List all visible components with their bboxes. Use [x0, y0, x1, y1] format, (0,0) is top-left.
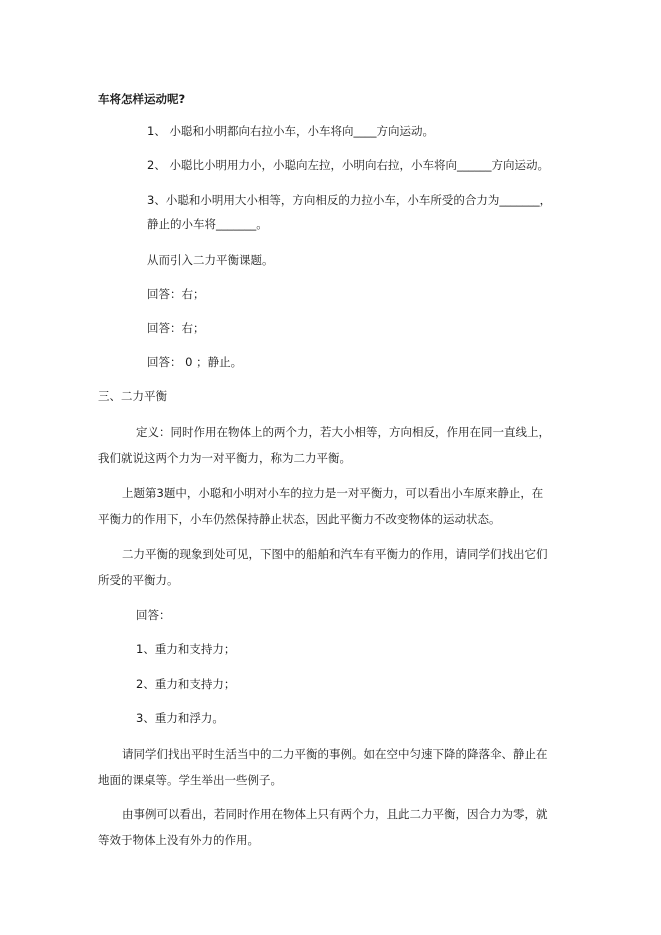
text-line-12: 我们就说这两个力为一对平衡力，称为二力平衡。 [98, 451, 351, 465]
text-line-6: 从而引入二力平衡课题。 [147, 253, 274, 267]
text-line-7: 回答：右； [147, 287, 205, 301]
text-line-4: 3、小聪和小明用大小相等，方向相反的力拉小车，小车所受的合力为_______， [147, 193, 552, 207]
text-line-24: 等效于物体上没有外力的作用。 [98, 833, 259, 847]
section-heading: 三、二力平衡 [98, 389, 167, 403]
text-line-19: 2、重力和支持力； [136, 677, 236, 691]
text-line-20: 3、重力和浮力。 [136, 711, 224, 725]
text-line-23: 由事例可以看出，若同时作用在物体上只有两个力，且此二力平衡，因合力为零，就 [122, 807, 548, 821]
text-line-9: 回答： 0 ；静止。 [147, 355, 243, 369]
text-line-15: 二力平衡的现象到处可见，下图中的船舶和汽车有平衡力的作用，请同学们找出它们 [122, 547, 548, 561]
text-line-11: 定义：同时作用在物体上的两个力，若大小相等，方向相反，作用在同一直线上， [136, 425, 550, 439]
text-line-5: 静止的小车将_______。 [147, 217, 268, 231]
text-line-2: 1、 小聪和小明都向右拉小车，小车将向____方向运动。 [147, 124, 434, 138]
text-line-8: 回答：右； [147, 321, 205, 335]
text-line-14: 平衡力的作用下，小车仍然保持静止状态，因此平衡力不改变物体的运动状态。 [98, 512, 501, 526]
text-line-3: 2、 小聪比小明用力小，小聪向左拉，小明向右拉，小车将向______方向运动。 [147, 158, 549, 172]
text-line-17: 回答： [136, 608, 171, 622]
text-line-18: 1、重力和支持力； [136, 642, 236, 656]
text-line-13: 上题第3题中，小聪和小明对小车的拉力是一对平衡力，可以看出小车原来静止，在 [122, 486, 544, 500]
text-line-16: 所受的平衡力。 [98, 573, 179, 587]
text-line-22: 地面的课桌等。学生举出一些例子。 [98, 773, 282, 787]
text-line-1: 车将怎样运动呢? [98, 92, 186, 106]
text-line-21: 请同学们找出平时生活当中的二力平衡的事例。如在空中匀速下降的降落伞、静止在 [122, 747, 548, 761]
